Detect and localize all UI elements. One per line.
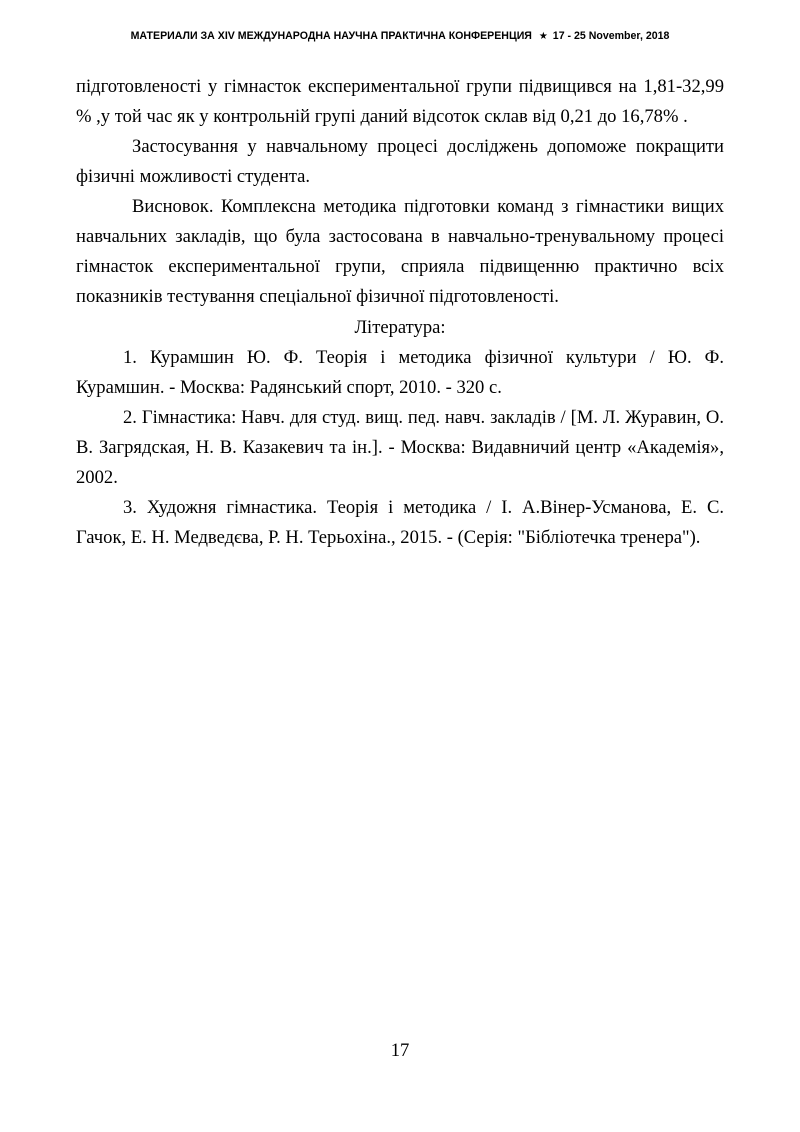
star-icon: ★ <box>538 31 548 42</box>
paragraph-conclusion: Висновок. Комплексна методика підготовки команд з гімнастики вищих навчальних закладів, що була застосована в навчально-тренувальному процесі гімнасток експериментальної групи, сприяла підвищенню практично всіх показників тестування спеціальної фізичної підготовленості. <box>76 196 724 307</box>
conference-dates: 17 - 25 November, 2018 <box>552 30 670 42</box>
references-list <box>76 343 724 553</box>
main-content <box>76 72 724 553</box>
running-header <box>0 30 800 42</box>
reference-item-3: 3. Художня гімнастика. Теорія і методика / І. А.Вінер-Усманова, Е. С. Гачок, Е. Н. Медведєва, Р. Н. Терьохіна., 2015. - (Серія: "Бібліотечка тренера"). <box>76 497 724 548</box>
paragraph-application: Застосування у навчальному процесі досліджень допоможе покращити фізичні можливості студента. <box>76 136 724 187</box>
page-number: 17 <box>390 1040 410 1061</box>
conference-title: МАТЕРИАЛИ ЗА XIV МЕЖДУНАРОДНА НАУЧНА ПРАКТИЧНА КОНФЕРЕНЦИЯ <box>130 30 532 42</box>
paragraph-continuation: підготовленості у гімнасток експериментальної групи підвищився на 1,81-32,99 % ,у той час як у контрольній групі даний відсоток склав від 0,21 до 16,78% . <box>76 76 724 127</box>
reference-item-2: 2. Гімнастика: Навч. для студ. вищ. пед. навч. закладів / [М. Л. Журавин, О. В. Загрядская, Н. В. Казакевич та ін.]. - Москва: Видавничий центр «Академія», 2002. <box>76 407 724 488</box>
reference-item-1: 1. Курамшин Ю. Ф. Теорія і методика фізичної культури / Ю. Ф. Курамшин. - Москва: Радянський спорт, 2010. - 320 с. <box>76 347 724 398</box>
references-title: Література: <box>354 317 446 338</box>
